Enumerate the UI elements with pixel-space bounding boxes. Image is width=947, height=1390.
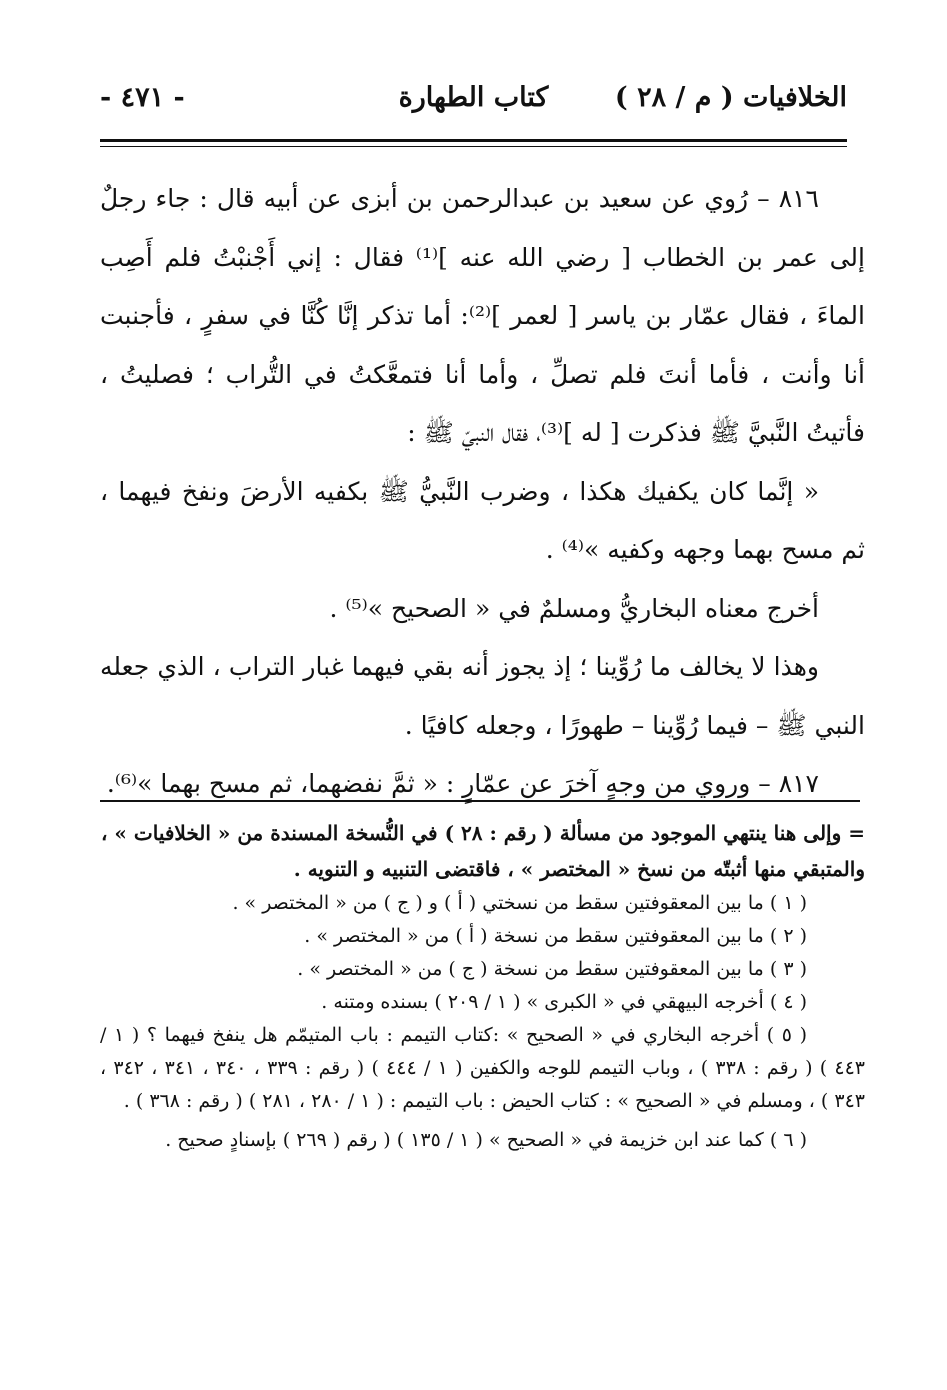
footnote-2: ( ٢ ) ما بين المعقوفتين سقط من نسخة ( أ ) من « المختصر » .	[304, 925, 807, 947]
footnote-5: ( ٥ ) أخرجه البخاري في « الصحيح » :كتاب التيمم : باب المتيمّم هل ينفخ فيهما ؟ ( ١ / ٤٤٣ ) ( رقم : ٣٣٨ ) ، وباب التيمم للوجه والكفين ( ١ / ٤٤٤ ) ( رقم : ٣٣٩ ، ٣٤٠ ، ٣٤١ ، ٣٤٢ ، ٣٤٣ ) ، ومسلم في « الصحيح » : كتاب الحيض : باب التيمم : ( ١ / ٢٨٠ ، ٢٨١ ) ( رقم : ٣٦٨ ) .	[100, 1024, 865, 1112]
hadith-quote: « إنَّما كان يكفيك هكذا ، وضرب النَّبيُّ ﷺ بكفيه الأرضَ ونفخ فيهما ، ثم مسح بهما وجهه وكفيه »⁽⁴⁾ .	[100, 476, 865, 564]
header-rule-thin	[100, 146, 847, 147]
continuation-note: = وإلى هنا ينتهي الموجود من مسألة ( رقم : ٢٨ ) في النُّسخة المسندة من « الخلافيات » ، والمتبقي منها أثبتّه من نسخ « المختصر » ، فاقتضى التنبيه و التنويه .	[101, 821, 865, 881]
footnote-separator	[100, 800, 860, 802]
header-rule-thick	[100, 139, 847, 142]
footnotes	[100, 815, 865, 1157]
section-title: الخلافيات ( م / ٢٨ )	[614, 82, 847, 113]
page-number: - ٤٧١ -	[100, 82, 185, 113]
running-header	[100, 82, 847, 126]
hadith-816: ٨١٦ – رُوي عن سعيد بن عبدالرحمن بن أبزى عن أبيه قال : جاء رجلٌ إلى عمر بن الخطاب [ رضي الله عنه ]⁽¹⁾ فقال : إني أَجْنبْتُ فلم أَصِب الماءَ ، فقال عمّار بن ياسر [ لعمر ]⁽²⁾: أما تذكر إنَّا كُنَّا في سفرٍ ، فأجنبت أنا وأنت ، فأما أنتَ فلم تصلِّ ، وأما أنا فتمعَّكتُ في التُّراب ؛ فصليتُ ، فأتيتُ النَّبيَّ ﷺ فذكرت [ له ]⁽³⁾، فقال النبيّ ﷺ :	[100, 184, 865, 447]
main-text	[100, 170, 865, 814]
footnote-6: ( ٦ ) كما عند ابن خزيمة في « الصحيح » ( ١ / ١٣٥ ) ( رقم ( ٢٦٩ ) بإسنادٍ صحيح .	[165, 1129, 807, 1151]
takhrij-note: أخرج معناه البخاريُّ ومسلمٌ في « الصحيح »⁽⁵⁾ .	[329, 593, 819, 623]
footnote-3: ( ٣ ) ما بين المعقوفتين سقط من نسخة ( ج ) من « المختصر » .	[297, 958, 807, 980]
commentary: وهذا لا يخالف ما رُوِّينا ؛ إذ يجوز أنه بقي فيهما غبار التراب ، الذي جعله النبي ﷺ – فيما رُوِّينا – طهورًا ، وجعله كافيًا .	[100, 652, 865, 740]
footnote-1: ( ١ ) ما بين المعقوفتين سقط من نسختي ( أ ) و ( ج ) من « المختصر » .	[232, 892, 807, 914]
footnote-4: ( ٤ ) أخرجه البيهقي في « الكبرى » ( ١ / ٢٠٩ ) بسنده ومتنه .	[321, 991, 807, 1013]
hadith-817: ٨١٧ – وروي من وجهٍ آخرَ عن عمّارٍ : « ثمَّ نفضهما، ثم مسح بهما »⁽⁶⁾.	[106, 769, 819, 798]
book-title: كتاب الطهارة	[398, 82, 549, 113]
